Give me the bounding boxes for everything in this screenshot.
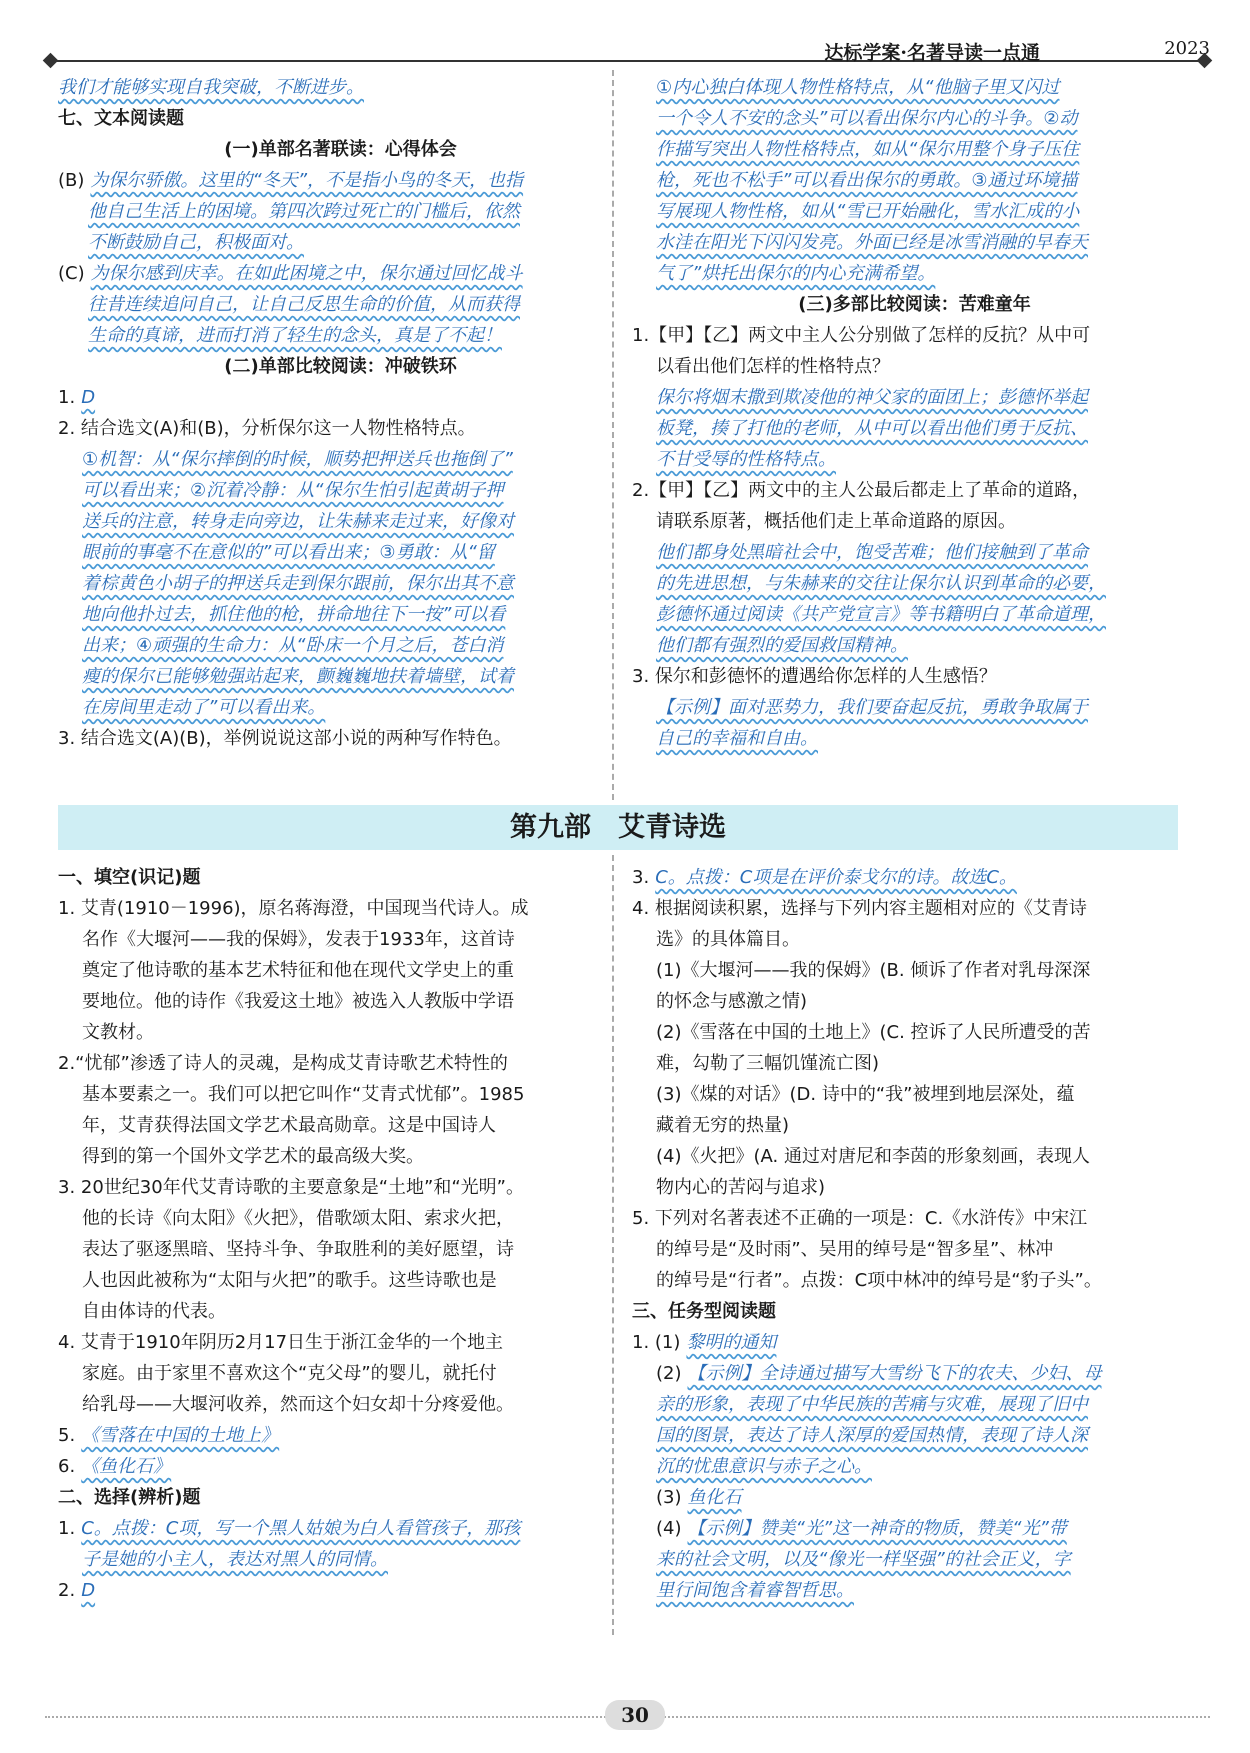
text-line: 3. 结合选文(A)(B)，举例说说这部小说的两种写作特色。 [58,728,512,749]
text-line: 他们都有强烈的爱国救国精神。 [656,635,908,656]
text-line: 子是她的小主人，表达对黑人的同情。 [82,1549,388,1570]
text-line: ①内心独白体现人物性格特点，从“他脑子里又闪过 [656,77,1060,98]
text-line: 基本要素之一。我们可以把它叫作“艾青式忧郁”。1985 [82,1084,525,1105]
text-line: 我们才能够实现自我突破，不断进步。 [58,77,364,98]
text-line: 请联系原著，概括他们走上革命道路的原因。 [656,511,1016,532]
text-line: 他自己生活上的困境。第四次跨过死亡的门槛后，依然 [88,201,520,222]
text-line [58,1513,623,1544]
text-line: 里行间饱含着睿智哲思。 [656,1580,854,1601]
item-prefix: 2. [58,1580,76,1601]
answer-text: C。点拨：C项是在评价泰戈尔的诗。故选C。 [655,867,1017,888]
page-header [45,38,1210,68]
answer-text: 【示例】全诗通过描写大雪纷飞下的农夫、少妇、母 [687,1363,1102,1384]
text-line: 国的图景，表达了诗人深厚的爱国热情，表现了诗人深 [656,1425,1088,1446]
answer-text: D [81,387,96,408]
item-prefix: 1. (1) [632,1332,681,1353]
text-line [632,1327,1197,1358]
item-prefix: 5. [58,1425,76,1446]
text-line: 以看出他们怎样的性格特点？ [656,356,890,377]
text-line: 出来；④顽强的生命力：从“卧床一个月之后，苍白消 [82,635,504,656]
item-prefix: (C) [58,263,85,284]
text-line: 2.【甲】【乙】两文中的主人公最后都走上了革命的道路， [632,480,1091,501]
answer-text: 《雪落在中国的土地上》 [81,1425,280,1446]
text-line: 不断鼓励自己，积极面对。 [88,232,304,253]
answer-text: 《鱼化石》 [81,1456,172,1477]
text-line: 不甘受辱的性格特点。 [656,449,836,470]
text-line: 2.“忧郁”渗透了诗人的灵魂，是构成艾青诗歌艺术特性的 [58,1053,508,1074]
answer-text: 【示例】赞美“光”这一神奇的物质，赞美“光”带 [687,1518,1067,1539]
text-line: 枪，死也不松手”可以看出保尔的勇敢。③通过环境描 [656,170,1078,191]
text-line: 写展现人物性格，如从“雪已开始融化，雪水汇成的小 [656,201,1080,222]
text-line: 七、文本阅读题 [58,108,184,129]
text-line: 自己的幸福和自由。 [656,728,818,749]
text-line: 1. 艾青(1910－1996)，原名蒋海澄，中国现当代诗人。成 [58,898,529,919]
text-line: 2. 结合选文(A)和(B)，分析保尔这一人物性格特点。 [58,418,476,439]
left-column-bottom [58,862,623,1606]
text-line: 一、填空(识记)题 [58,867,201,888]
text-line: 的先进思想，与朱赫来的交往让保尔认识到革命的必要， [656,573,1106,594]
item-prefix: 1. [58,1518,76,1539]
text-line: 家庭。由于家里不喜欢这个“克父母”的婴儿，就托付 [82,1363,497,1384]
page-footer [45,1700,1210,1730]
text-line [58,1575,623,1606]
text-line: (3)《煤的对话》(D. 诗中的“我”被埋到地层深处，蕴 [656,1084,1075,1105]
text-line: 亲的形象，表现了中华民族的苦痛与灾难，展现了旧中 [656,1394,1088,1415]
answer-text: 为保尔感到庆幸。在如此困境之中，保尔通过回忆战斗 [90,263,523,284]
text-line: 名作《大堰河——我的保姆》，发表于1933年，这首诗 [82,929,515,950]
item-prefix: (2) [656,1363,682,1384]
text-line: 4. 根据阅读积累，选择与下列内容主题相对应的《艾青诗 [632,898,1087,919]
text-line: 三、任务型阅读题 [632,1301,776,1322]
page-number: 30 [605,1700,665,1730]
text-line: 4. 艾青于1910年阴历2月17日生于浙江金华的一个地主 [58,1332,504,1353]
series-title: 达标学案·名著导读一点通 [824,42,1040,64]
item-prefix: (3) [656,1487,682,1508]
item-prefix: 3. [632,867,650,888]
text-line: 【示例】面对恶势力，我们要奋起反抗，勇敢争取属于 [656,697,1088,718]
text-line: 送兵的注意，转身走向旁边，让朱赫来走过来，好像对 [82,511,514,532]
text-line: 选》的具体篇目。 [656,929,800,950]
item-prefix: 1. [58,387,76,408]
text-line: 着棕黄色小胡子的押送兵走到保尔跟前，保尔出其不意 [82,573,514,594]
text-line: (二)单部比较阅读：冲破铁环 [224,356,457,377]
text-line: (2)《雪落在中国的土地上》(C. 控诉了人民所遭受的苦 [656,1022,1091,1043]
text-line: 的绰号是“行者”。点拨：C项中林冲的绰号是“豹子头”。 [656,1270,1102,1291]
text-line [632,1358,1197,1389]
text-line: 给乳母——大堰河收养，然而这个妇女却十分疼爱他。 [82,1394,514,1415]
text-line: 沉的忧患意识与赤子之心。 [656,1456,872,1477]
left-column-top [58,72,623,754]
text-line: 5. 下列对名著表述不正确的一项是：C.《水浒传》中宋江 [632,1208,1088,1229]
item-prefix: 6. [58,1456,76,1477]
text-line: 作描写突出人物性格特点，如从“保尔用整个身子压住 [656,139,1080,160]
text-line: (三)多部比较阅读：苦难童年 [798,294,1031,315]
text-line: 保尔将烟末撒到欺凌他的神父家的面团上；彭德怀举起 [656,387,1088,408]
header-year: 2023 [1164,38,1210,59]
text-line: 物内心的苦闷与追求) [656,1177,826,1198]
text-line [632,1513,1197,1544]
text-line: 在房间里走动了”可以看出来。 [82,697,326,718]
text-line: 水洼在阳光下闪闪发亮。外面已经是冰雪消融的早春天 [656,232,1088,253]
text-line: 板凳，揍了打他的老师，从中可以看出他们勇于反抗、 [656,418,1088,439]
text-line [58,1420,623,1451]
text-line: 他们都身处黑暗社会中，饱受苦难；他们接触到了革命 [656,542,1088,563]
text-line: 二、选择(辨析)题 [58,1487,201,1508]
answer-text: C。点拨：C项，写一个黑人姑娘为白人看管孩子，那孩 [81,1518,521,1539]
text-line: 难，勾勒了三幅饥馑流亡图) [656,1053,880,1074]
text-line: 彭德怀通过阅读《共产党宣言》等书籍明白了革命道理， [656,604,1106,625]
text-line: 他的长诗《向太阳》《火把》，借歌颂太阳、索求火把， [82,1208,514,1229]
text-line: 得到的第一个国外文学艺术的最高级大奖。 [82,1146,424,1167]
text-line: 地向他扑过去，抓住他的枪，拼命地往下一按”可以看 [82,604,506,625]
text-line: 的绰号是“及时雨”、吴用的绰号是“智多星”、林冲 [656,1239,1054,1260]
text-line: 奠定了他诗歌的基本艺术特征和他在现代文学史上的重 [82,960,514,981]
answer-text: D [81,1580,96,1601]
text-line: 3. 20世纪30年代艾青诗歌的主要意象是“土地”和“光明”。 [58,1177,525,1198]
answer-text: 黎明的通知 [686,1332,777,1353]
text-line: (4)《火把》(A. 通过对唐尼和李茵的形象刻画，表现人 [656,1146,1090,1167]
text-line: ①机智：从“保尔摔倒的时候，顺势把押送兵也拖倒了” [82,449,513,470]
section-banner: 第九部 艾青诗选 [58,805,1178,850]
text-line [58,165,623,196]
text-line: 3. 保尔和彭德怀的遭遇给你怎样的人生感悟？ [632,666,997,687]
text-line: (1)《大堰河——我的保姆》(B. 倾诉了作者对乳母深深 [656,960,1091,981]
right-column-top [632,72,1197,754]
text-line: (一)单部名著联读：心得体会 [224,139,457,160]
text-line: 要地位。他的诗作《我爱这土地》被选入人教版中学语 [82,991,514,1012]
item-prefix: (B) [58,170,85,191]
text-line: 瘦的保尔已能够勉强站起来，颤巍巍地扶着墙壁，试着 [82,666,514,687]
text-line: 年，艾青获得法国文学艺术最高勋章。这是中国诗人 [82,1115,496,1136]
text-line: 表达了驱逐黑暗、坚持斗争、争取胜利的美好愿望，诗 [82,1239,514,1260]
text-line: 的怀念与感激之情) [656,991,808,1012]
text-line: 1.【甲】【乙】两文中主人公分别做了怎样的反抗？从中可 [632,325,1091,346]
text-line: 藏着无穷的热量) [656,1115,790,1136]
text-line: 生命的真谛，进而打消了轻生的念头，真是了不起！ [88,325,502,346]
answer-text: 鱼化石 [687,1487,742,1508]
text-line [632,1482,1197,1513]
text-line: 一个令人不安的念头”可以看出保尔内心的斗争。②动 [656,108,1078,129]
text-line [632,862,1197,893]
text-line [58,258,623,289]
text-line: 人也因此被称为“太阳与火把”的歌手。这些诗歌也是 [82,1270,497,1291]
item-prefix: (4) [656,1518,682,1539]
text-line: 眼前的事毫不在意似的”可以看出来；③勇敢：从“留 [82,542,495,563]
right-column-bottom [632,862,1197,1606]
text-line: 文教材。 [82,1022,154,1043]
answer-text: 为保尔骄傲。这里的“冬天”，不是指小鸟的冬天，也指 [90,170,524,191]
text-line [58,1451,623,1482]
text-line: 可以看出来；②沉着冷静：从“保尔生怕引起黄胡子押 [82,480,504,501]
header-dot-left [43,53,59,69]
text-line [58,382,623,413]
text-line: 自由体诗的代表。 [82,1301,226,1322]
text-line: 来的社会文明，以及“像光一样坚强”的社会正义，字 [656,1549,1071,1570]
text-line: 往昔连续追问自己，让自己反思生命的价值，从而获得 [88,294,520,315]
text-line: 气了”烘托出保尔的内心充满希望。 [656,263,936,284]
